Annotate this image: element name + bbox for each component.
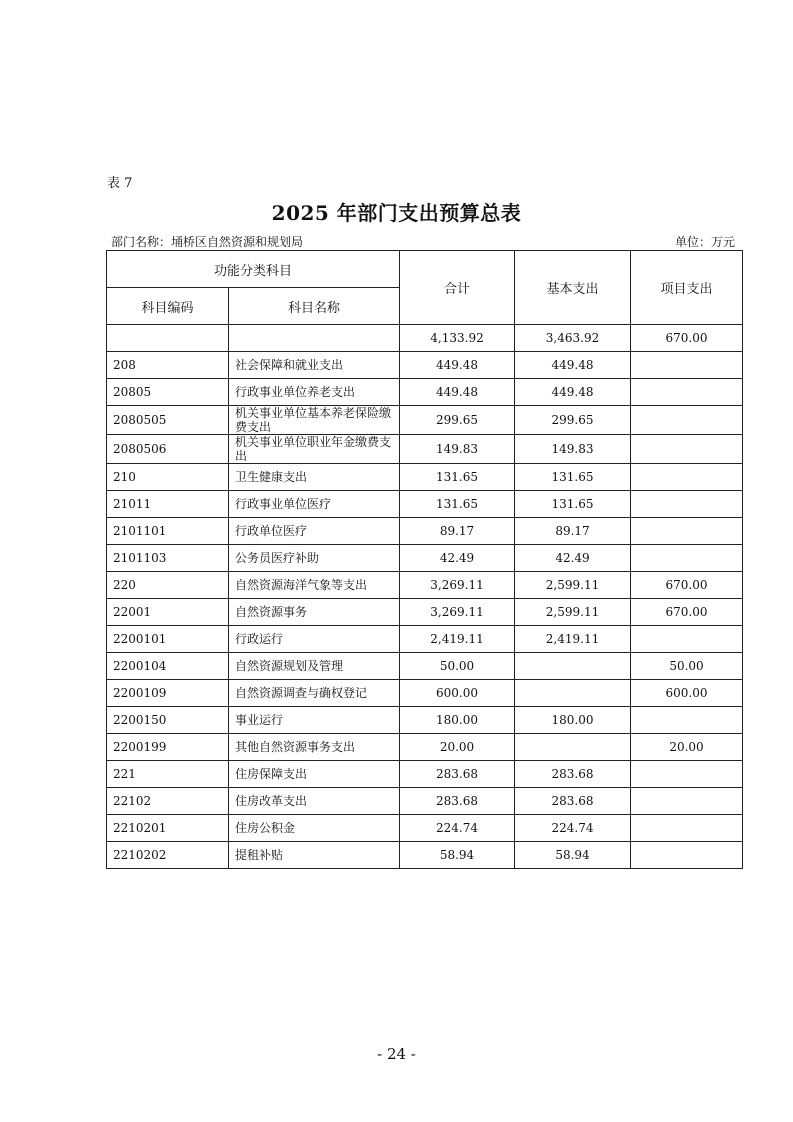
cell-code: 21011 <box>107 491 229 518</box>
table-row <box>107 815 743 842</box>
table-row <box>107 626 743 653</box>
cell-name: 事业运行 <box>229 707 400 734</box>
cell-basic: 131.65 <box>515 464 631 491</box>
cell-name: 行政运行 <box>229 626 400 653</box>
table-row <box>107 788 743 815</box>
cell-project <box>631 545 743 572</box>
cell-basic: 2,599.11 <box>515 599 631 626</box>
cell-basic: 449.48 <box>515 352 631 379</box>
header-name: 科目名称 <box>229 288 400 325</box>
cell-project: 670.00 <box>631 572 743 599</box>
cell-basic: 131.65 <box>515 491 631 518</box>
cell-name: 机关事业单位职业年金缴费支出 <box>229 435 400 464</box>
cell-name: 自然资源海洋气象等支出 <box>229 572 400 599</box>
cell-project <box>631 788 743 815</box>
cell-code: 210 <box>107 464 229 491</box>
cell-project <box>631 491 743 518</box>
cell-name: 行政单位医疗 <box>229 518 400 545</box>
cell-name <box>229 325 400 352</box>
cell-code: 2200109 <box>107 680 229 707</box>
cell-total: 449.48 <box>400 352 515 379</box>
cell-basic: 283.68 <box>515 761 631 788</box>
cell-total: 2,419.11 <box>400 626 515 653</box>
cell-code: 2080505 <box>107 406 229 435</box>
cell-total: 20.00 <box>400 734 515 761</box>
cell-code: 2101103 <box>107 545 229 572</box>
table-body <box>107 325 743 869</box>
table-row <box>107 572 743 599</box>
cell-total: 3,269.11 <box>400 572 515 599</box>
cell-name: 行政事业单位养老支出 <box>229 379 400 406</box>
cell-total: 3,269.11 <box>400 599 515 626</box>
header-basic: 基本支出 <box>515 251 631 325</box>
cell-code: 2200101 <box>107 626 229 653</box>
table-row <box>107 707 743 734</box>
cell-basic: 2,419.11 <box>515 626 631 653</box>
cell-total: 283.68 <box>400 788 515 815</box>
cell-basic: 2,599.11 <box>515 572 631 599</box>
cell-total: 58.94 <box>400 842 515 869</box>
cell-basic <box>515 680 631 707</box>
cell-total: 4,133.92 <box>400 325 515 352</box>
cell-basic <box>515 734 631 761</box>
cell-project <box>631 406 743 435</box>
cell-total: 42.49 <box>400 545 515 572</box>
cell-basic: 42.49 <box>515 545 631 572</box>
page-title: 2025 年部门支出预算总表 <box>271 201 522 225</box>
cell-code <box>107 325 229 352</box>
cell-code: 2200199 <box>107 734 229 761</box>
table-row <box>107 842 743 869</box>
cell-code: 221 <box>107 761 229 788</box>
cell-name: 行政事业单位医疗 <box>229 491 400 518</box>
cell-project <box>631 464 743 491</box>
cell-project <box>631 518 743 545</box>
cell-basic: 58.94 <box>515 842 631 869</box>
cell-code: 220 <box>107 572 229 599</box>
table-row <box>107 653 743 680</box>
cell-project <box>631 815 743 842</box>
cell-basic: 89.17 <box>515 518 631 545</box>
cell-name: 社会保障和就业支出 <box>229 352 400 379</box>
cell-code: 2210202 <box>107 842 229 869</box>
cell-total: 89.17 <box>400 518 515 545</box>
table-row <box>107 680 743 707</box>
cell-basic: 449.48 <box>515 379 631 406</box>
table-row <box>107 761 743 788</box>
table-row <box>107 325 743 352</box>
table-row <box>107 379 743 406</box>
cell-project: 20.00 <box>631 734 743 761</box>
unit-label: 单位：万元 <box>674 235 735 249</box>
header-function-category: 功能分类科目 <box>107 251 400 288</box>
cell-basic <box>515 653 631 680</box>
cell-project: 670.00 <box>631 599 743 626</box>
cell-project <box>631 761 743 788</box>
table-row <box>107 734 743 761</box>
cell-code: 2101101 <box>107 518 229 545</box>
cell-basic: 224.74 <box>515 815 631 842</box>
budget-table <box>106 250 743 869</box>
table-row <box>107 435 743 464</box>
department-name: 部门名称：埇桥区自然资源和规划局 <box>111 235 304 249</box>
cell-total: 600.00 <box>400 680 515 707</box>
cell-code: 208 <box>107 352 229 379</box>
table-row <box>107 464 743 491</box>
cell-project: 50.00 <box>631 653 743 680</box>
cell-basic: 299.65 <box>515 406 631 435</box>
table-row <box>107 599 743 626</box>
table-row <box>107 545 743 572</box>
header-code: 科目编码 <box>107 288 229 325</box>
cell-basic: 180.00 <box>515 707 631 734</box>
header-project: 项目支出 <box>631 251 743 325</box>
cell-project <box>631 379 743 406</box>
cell-name: 住房改革支出 <box>229 788 400 815</box>
cell-name: 住房保障支出 <box>229 761 400 788</box>
cell-code: 2200150 <box>107 707 229 734</box>
cell-name: 公务员医疗补助 <box>229 545 400 572</box>
cell-name: 自然资源事务 <box>229 599 400 626</box>
cell-project <box>631 707 743 734</box>
cell-name: 自然资源规划及管理 <box>229 653 400 680</box>
cell-name: 住房公积金 <box>229 815 400 842</box>
cell-code: 2200104 <box>107 653 229 680</box>
cell-total: 449.48 <box>400 379 515 406</box>
cell-total: 283.68 <box>400 761 515 788</box>
cell-code: 2210201 <box>107 815 229 842</box>
cell-basic: 3,463.92 <box>515 325 631 352</box>
table-label: 表 7 <box>107 176 133 191</box>
cell-code: 22102 <box>107 788 229 815</box>
cell-total: 50.00 <box>400 653 515 680</box>
cell-name: 机关事业单位基本养老保险缴费支出 <box>229 406 400 435</box>
cell-project: 600.00 <box>631 680 743 707</box>
cell-name: 提租补贴 <box>229 842 400 869</box>
page-number: - 24 - <box>377 1045 416 1063</box>
cell-basic: 149.83 <box>515 435 631 464</box>
table-row <box>107 491 743 518</box>
cell-project: 670.00 <box>631 325 743 352</box>
table-row <box>107 352 743 379</box>
cell-project <box>631 626 743 653</box>
cell-name: 卫生健康支出 <box>229 464 400 491</box>
cell-total: 299.65 <box>400 406 515 435</box>
cell-name: 自然资源调查与确权登记 <box>229 680 400 707</box>
cell-code: 22001 <box>107 599 229 626</box>
table-row <box>107 518 743 545</box>
cell-total: 149.83 <box>400 435 515 464</box>
cell-project <box>631 842 743 869</box>
header-total: 合计 <box>400 251 515 325</box>
table-row <box>107 406 743 435</box>
cell-code: 20805 <box>107 379 229 406</box>
cell-basic: 283.68 <box>515 788 631 815</box>
cell-total: 131.65 <box>400 464 515 491</box>
cell-code: 2080506 <box>107 435 229 464</box>
cell-total: 131.65 <box>400 491 515 518</box>
cell-total: 180.00 <box>400 707 515 734</box>
cell-project <box>631 352 743 379</box>
cell-project <box>631 435 743 464</box>
cell-total: 224.74 <box>400 815 515 842</box>
cell-name: 其他自然资源事务支出 <box>229 734 400 761</box>
